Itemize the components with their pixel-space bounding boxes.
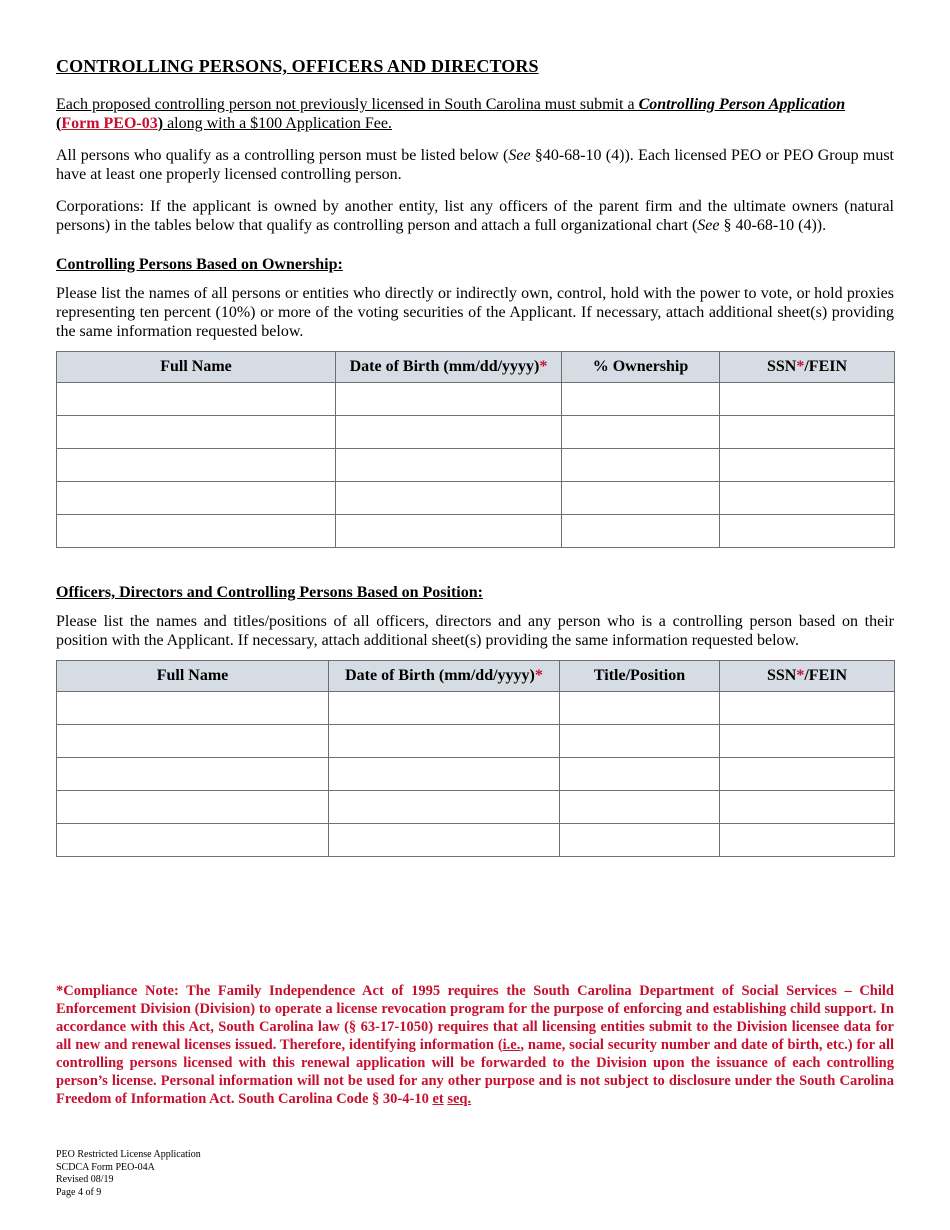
page-footer (56, 1149, 201, 1199)
table-row (57, 758, 895, 791)
table-header-row (57, 352, 895, 383)
ssn-fein-cell[interactable] (720, 482, 895, 515)
required-asterisk: * (796, 358, 805, 375)
ownership-cell[interactable] (562, 515, 720, 548)
form-id-link[interactable]: Form PEO-03 (61, 115, 158, 132)
col-ssn-fein (720, 661, 895, 692)
intro-paragraph-1 (56, 95, 894, 133)
position-heading: Officers, Directors and Controlling Persons Based on Position: (56, 584, 483, 601)
table-row (57, 482, 895, 515)
title-position-cell[interactable] (560, 758, 720, 791)
ssn-fein-cell[interactable] (720, 383, 895, 416)
see-ref: See (697, 217, 720, 234)
ownership-cell[interactable] (562, 449, 720, 482)
full-name-cell[interactable] (57, 692, 329, 725)
application-fee-text: along with a $100 Application Fee. (163, 115, 392, 132)
table-row (57, 725, 895, 758)
full-name-cell[interactable] (57, 383, 336, 416)
table-row (57, 515, 895, 548)
dob-cell[interactable] (329, 725, 560, 758)
seq-abbrev: seq. (447, 1091, 472, 1107)
et-abbrev: et (432, 1091, 444, 1107)
col-full-name: Full Name (57, 661, 329, 692)
full-name-cell[interactable] (57, 416, 336, 449)
table-row (57, 692, 895, 725)
intro-p2-text-b: §40-68-10 (4)). Each licensed PEO or PEO Group must have at least one properly licensed controlling person. (56, 147, 895, 183)
ssn-label: SSN (766, 358, 797, 375)
compliance-text-a: *Compliance Note: The Family Independence Act of 1995 requires the South Carolina Department of Social Services – Child Enforcement Division (Division) to operate a license revocation program for the purpose of enforcing and establishing child support. In accordance with this Act, South Carolina law (§ 63-17-1050) requires that all licensing entities submit to the Division licensee data for all new and renewal licenses issued. Therefore, identifying information ( (56, 983, 894, 1053)
title-position-cell[interactable] (560, 725, 720, 758)
title-position-cell[interactable] (560, 824, 720, 857)
full-name-cell[interactable] (57, 758, 329, 791)
fein-label: /FEIN (804, 358, 848, 375)
col-date-of-birth (336, 352, 562, 383)
col-title-position: Title/Position (560, 661, 720, 692)
dob-cell[interactable] (336, 449, 562, 482)
col-ownership: % Ownership (562, 352, 720, 383)
table-row (57, 383, 895, 416)
table-row (57, 416, 895, 449)
ownership-heading: Controlling Persons Based on Ownership: (56, 256, 343, 273)
ssn-fein-cell[interactable] (720, 515, 895, 548)
ssn-fein-cell[interactable] (720, 824, 895, 857)
see-ref: See (508, 147, 531, 164)
ssn-fein-cell[interactable] (720, 416, 895, 449)
full-name-cell[interactable] (57, 824, 329, 857)
col-ssn-fein (720, 352, 895, 383)
footer-line-3: Revised 08/19 (56, 1174, 114, 1185)
footer-line-2: SCDCA Form PEO-04A (56, 1161, 155, 1173)
ssn-fein-cell[interactable] (720, 725, 895, 758)
ownership-cell[interactable] (562, 383, 720, 416)
dob-cell[interactable] (336, 383, 562, 416)
dob-cell[interactable] (329, 824, 560, 857)
ssn-fein-cell[interactable] (720, 692, 895, 725)
paren-open: ( (56, 115, 62, 132)
table-row (57, 824, 895, 857)
dob-cell[interactable] (336, 416, 562, 449)
full-name-cell[interactable] (57, 791, 329, 824)
ssn-fein-cell[interactable] (720, 758, 895, 791)
dob-cell[interactable] (329, 692, 560, 725)
dob-cell[interactable] (329, 758, 560, 791)
title-position-cell[interactable] (560, 692, 720, 725)
dob-cell[interactable] (336, 515, 562, 548)
ssn-fein-cell[interactable] (720, 449, 895, 482)
ownership-cell[interactable] (562, 482, 720, 515)
ie-abbrev: i.e. (502, 1037, 521, 1053)
form-title: Controlling Person Application (638, 96, 846, 113)
dob-cell[interactable] (336, 482, 562, 515)
ownership-table (56, 351, 895, 548)
full-name-cell[interactable] (57, 449, 336, 482)
required-asterisk: * (539, 358, 548, 375)
position-description: Please list the names and titles/positions of all officers, directors and any person who is a controlling person based on their position with the Applicant. If necessary, attach additional sheet(s) providing the same information requested below. (56, 613, 894, 649)
col-full-name: Full Name (57, 352, 336, 383)
section-title: CONTROLLING PERSONS, OFFICERS AND DIRECTORS (56, 56, 539, 76)
dob-label: Date of Birth (mm/dd/yyyy) (345, 667, 535, 684)
footer-line-1: PEO Restricted License Application (56, 1149, 201, 1160)
intro-paragraph-2 (56, 146, 894, 184)
col-date-of-birth (329, 661, 560, 692)
paren-close: ) (157, 115, 164, 132)
full-name-cell[interactable] (57, 725, 329, 758)
table-header-row (57, 661, 895, 692)
title-position-cell[interactable] (560, 791, 720, 824)
intro-p3-text-a: Corporations: If the applicant is owned by another entity, list any officers of the parent firm and the ultimate owners (natural persons) in the tables below that qualify as controlling person and attach a full organizational chart ( (56, 198, 894, 234)
ownership-cell[interactable] (562, 416, 720, 449)
intro-paragraph-3 (56, 197, 894, 235)
full-name-cell[interactable] (57, 515, 336, 548)
full-name-cell[interactable] (57, 482, 336, 515)
table-row (57, 791, 895, 824)
dob-label: Date of Birth (mm/dd/yyyy) (349, 358, 540, 375)
position-table (56, 660, 895, 857)
intro-p3-text-b: § 40-68-10 (4)). (719, 217, 827, 234)
ownership-description: Please list the names of all persons or entities who directly or indirectly own, control, hold with the power to vote, or hold proxies representing ten percent (10%) or more of the voting securities of the Applicant. If necessary, attach additional sheet(s) providing the same information requested below. (56, 285, 894, 340)
ssn-label: SSN (766, 667, 797, 684)
required-asterisk: * (534, 667, 543, 684)
footer-line-4: Page 4 of 9 (56, 1186, 102, 1198)
compliance-text-b: , name, social security number and date of birth, etc.) for all controlling persons licensed with this renewal application will be forwarded to the Division upon the issuance of each controlling person’s license. Personal information will not be used for any other purpose and is not subject to disclosure under the South Carolina Freedom of Information Act. South Carolina Code § 30-4-10 (56, 1037, 895, 1107)
ssn-fein-cell[interactable] (720, 791, 895, 824)
intro-p2-text-a: All persons who qualify as a controlling person must be listed below ( (56, 147, 509, 164)
dob-cell[interactable] (329, 791, 560, 824)
compliance-note (56, 982, 894, 1108)
table-row (57, 449, 895, 482)
required-asterisk: * (796, 667, 805, 684)
fein-label: /FEIN (804, 667, 848, 684)
intro-p1-text: Each proposed controlling person not previously licensed in South Carolina must submit a (56, 96, 639, 113)
form-content (56, 56, 894, 857)
